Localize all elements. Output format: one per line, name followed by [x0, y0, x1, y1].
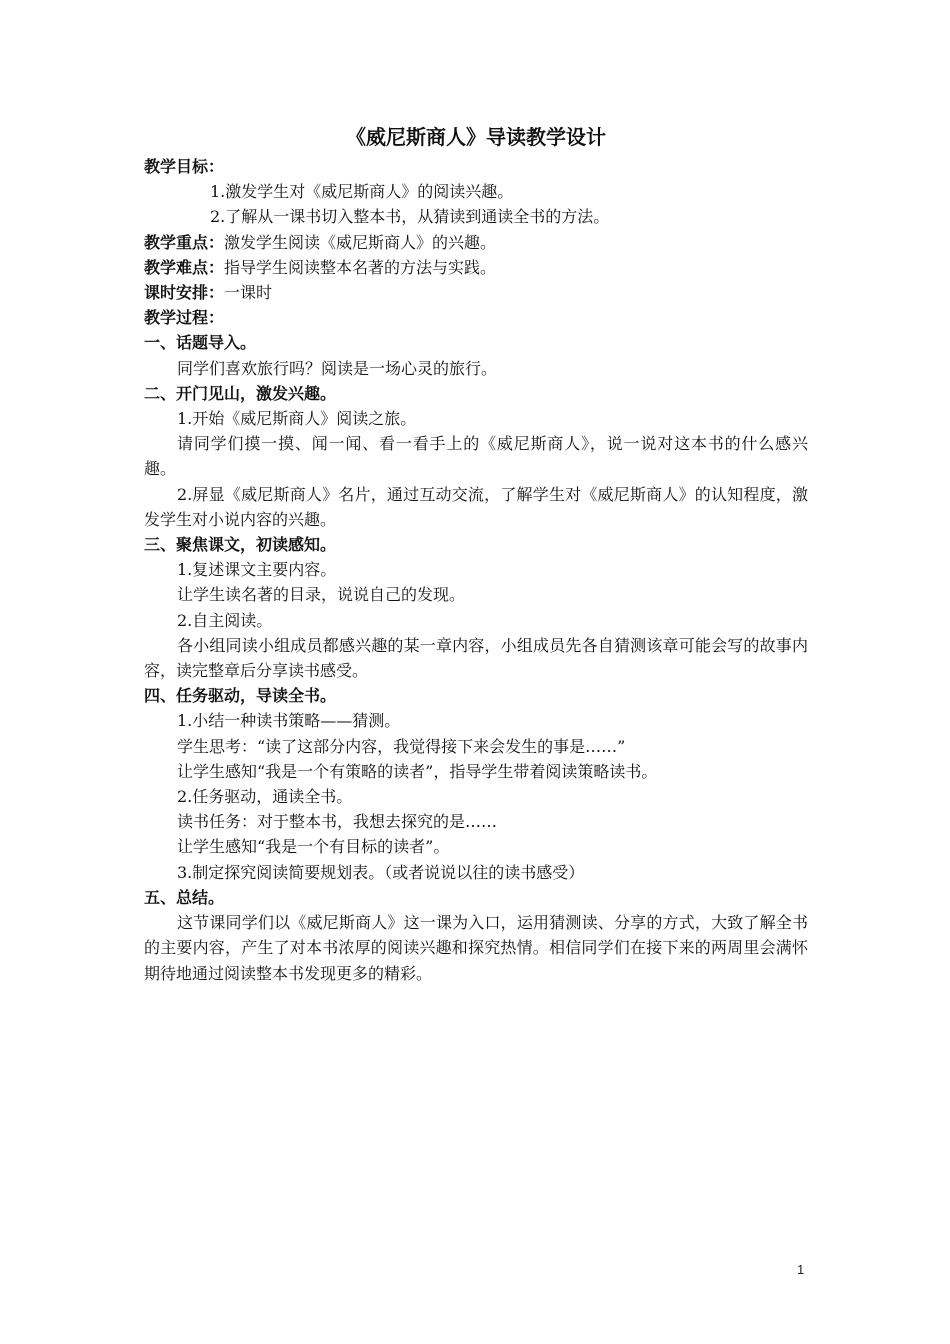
- section-heading-1: 一、话题导入。: [144, 333, 257, 353]
- key-point-row: [144, 230, 808, 255]
- process-label: 教学过程：: [144, 308, 225, 328]
- objective-item-2: 2.了解从一课书切入整本书，从猜读到通读全书的方法。: [210, 207, 610, 227]
- section-4-paragraph-3: 让学生感知“我是一个有策略的读者”，指导学生带着阅读策略读书。: [177, 761, 658, 781]
- section-4-paragraph-5: 读书任务：对于整本书，我想去探究的是……: [177, 812, 498, 832]
- section-3-paragraph-2: 让学生读名著的目录，说说自己的发现。: [177, 585, 466, 605]
- section-heading-2: 二、开门见山，激发兴趣。: [144, 383, 337, 403]
- section-heading-3: 三、聚焦课文，初读感知。: [144, 535, 337, 555]
- section-4-paragraph-6: 让学生感知“我是一个有目标的读者”。: [177, 837, 450, 857]
- document-page: [144, 122, 808, 986]
- section-4-paragraph-4: 2.任务驱动，通读全书。: [177, 787, 353, 807]
- section-heading-5: 五、总结。: [144, 887, 225, 907]
- section-4-paragraph-2: 学生思考：“读了这部分内容，我觉得接下来会发生的事是……”: [177, 736, 626, 756]
- section-1-paragraph-1: 同学们喜欢旅行吗？阅读是一场心灵的旅行。: [177, 358, 498, 378]
- document-title: 《威尼斯商人》导读教学设计: [346, 125, 606, 149]
- difficulty-row: [144, 255, 808, 280]
- section-2-paragraph-3: 2.屏显《威尼斯商人》名片，通过互动交流，了解学生对《威尼斯商人》的认知程度，激发学生对小说内容的兴趣。: [144, 484, 808, 529]
- key-point-label: 教学重点：: [144, 232, 225, 252]
- section-2-paragraph-1: 1.开始《威尼斯商人》阅读之旅。: [177, 409, 417, 429]
- section-4-paragraph-7: 3.制定探究阅读简要规划表。（或者说说以往的读书感受）: [177, 862, 585, 882]
- section-4-paragraph-1: 1.小结一种读书策略——猜测。: [177, 711, 401, 731]
- section-3-paragraph-3: 2.自主阅读。: [177, 610, 273, 630]
- key-point-text: 激发学生阅读《威尼斯商人》的兴趣。: [224, 232, 497, 252]
- objective-item-1: 1.激发学生对《威尼斯商人》的阅读兴趣。: [210, 182, 514, 202]
- section-heading-4: 四、任务驱动，导读全书。: [144, 686, 337, 706]
- schedule-text: 一课时: [224, 283, 273, 303]
- schedule-label: 课时安排：: [144, 283, 225, 303]
- section-3-paragraph-1: 1.复述课文主要内容。: [177, 560, 337, 580]
- difficulty-text: 指导学生阅读整本名著的方法与实践。: [224, 257, 497, 277]
- section-5-paragraph-1: 这节课同学们以《威尼斯商人》这一课为入口，运用猜测读、分享的方式，大致了解全书的主要内容，产生了对本书浓厚的阅读兴趣和探究热情。相信同学们在接下来的两周里会满怀期待地通过阅读整本书发现更多的精彩。: [144, 913, 808, 983]
- difficulty-label: 教学难点：: [144, 257, 225, 277]
- section-3-paragraph-4: 各小组同读小组成员都感兴趣的某一章内容，小组成员先各自猜测该章可能会写的故事内容，读完整章后分享读书感受。: [144, 635, 808, 681]
- page-number: 1: [797, 1262, 805, 1277]
- objectives-label: 教学目标：: [144, 157, 225, 176]
- section-2-paragraph-2: 请同学们摸一摸、闻一闻、看一看手上的《威尼斯商人》，说一说对这本书的什么感兴趣。: [144, 434, 808, 479]
- schedule-row: [144, 280, 808, 305]
